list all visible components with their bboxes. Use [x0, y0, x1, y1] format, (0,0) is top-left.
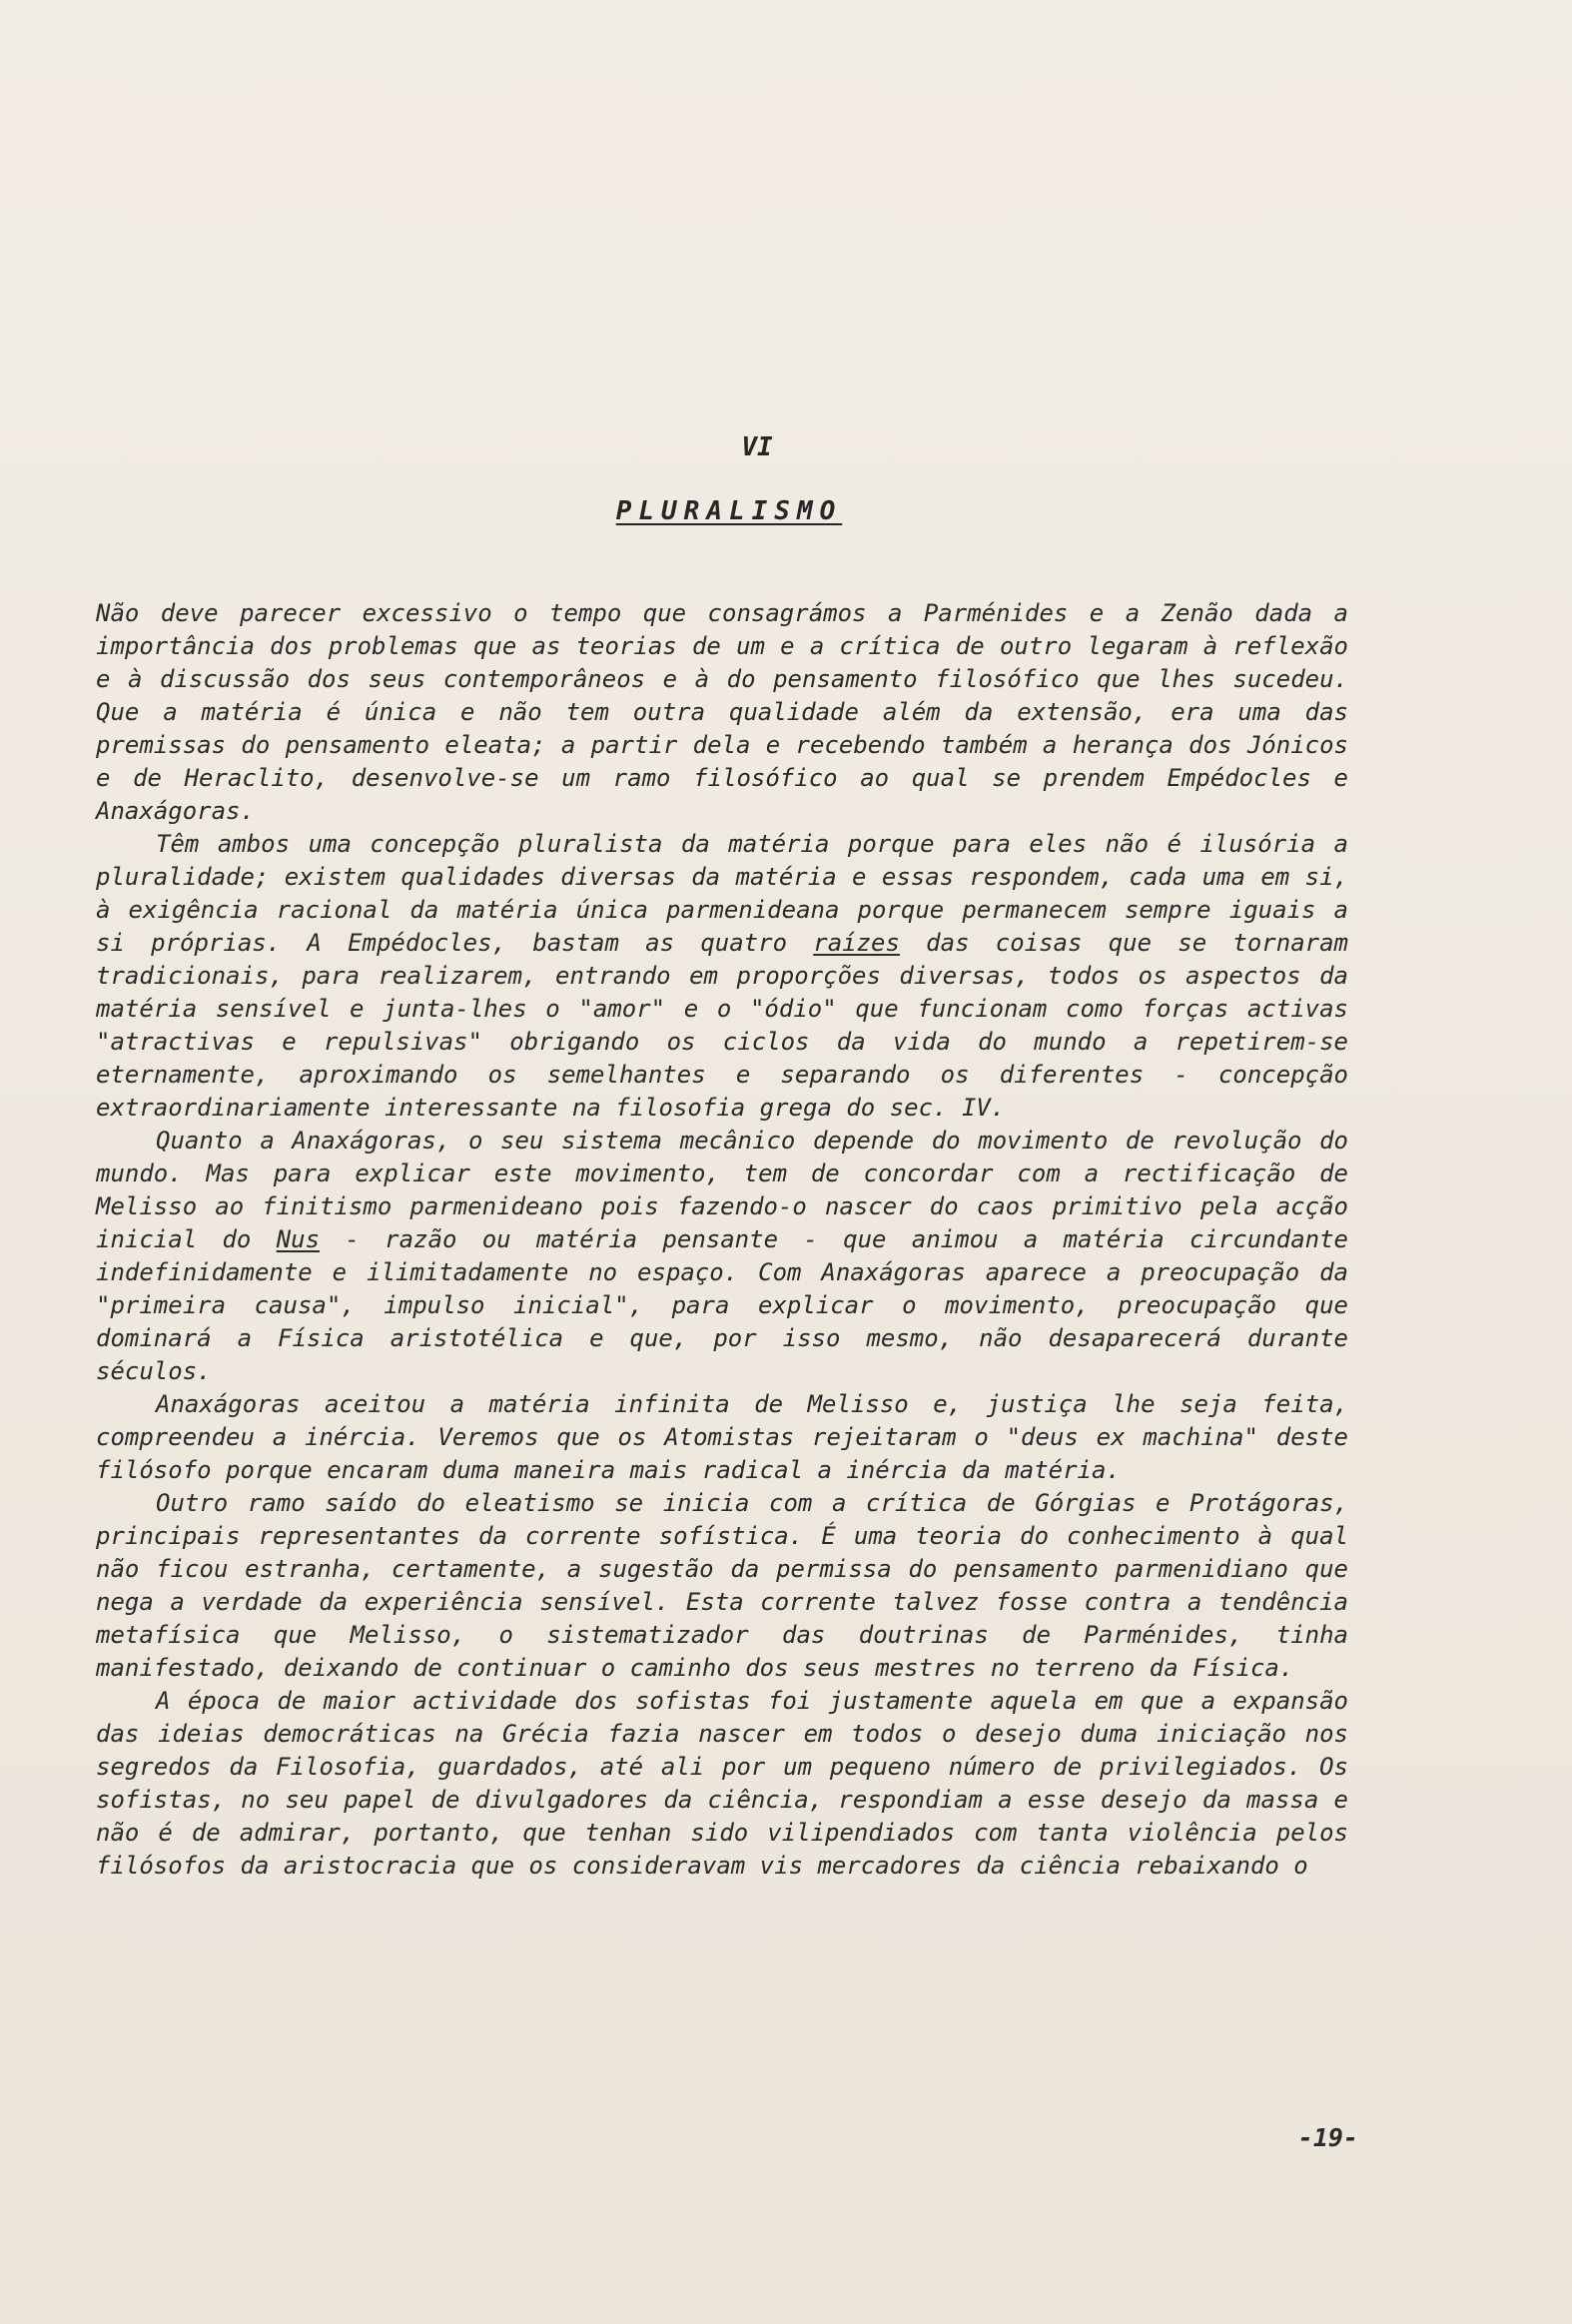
- paragraph-2: [96, 828, 1348, 1125]
- chapter-title: PLURALISMO: [615, 496, 843, 526]
- page-number: -19-: [1297, 2123, 1358, 2152]
- paragraph-3: [96, 1125, 1348, 1388]
- paragraph-2-text-a: Têm ambos uma concepção pluralista da matéria porque para eles não é ilusória a pluralidade; existem qualidades diversas da matéria e essas respondem, cada uma em si, à exigência racional da matéria única parmenideana porque permanecem sempre iguais a si próprias. A Empédocles, bastam as quatro: [96, 830, 1348, 957]
- body-text: [96, 597, 1348, 1883]
- underlined-term-raizes: raízes: [813, 929, 900, 957]
- paragraph-5: Outro ramo saído do eleatismo se inicia com a crítica de Górgias e Protágoras, principais representantes da corrente sofística. É uma teoria do conhecimento à qual não ficou estranha, certamente, a sugestão da permissa do pensamento parmenidiano que nega a verdade da experiência sensível. Esta corrente talvez fosse contra a tendência metafísica que Melisso, o sistematizador das doutrinas de Parménides, tinha manifestado, deixando de continuar o caminho dos seus mestres no terreno da Física.: [96, 1489, 1348, 1682]
- underlined-term-nus: Nus: [276, 1225, 321, 1253]
- paragraph-6: A época de maior actividade dos sofistas foi justamente aquela em que a expansão das ideias democráticas na Grécia fazia nascer em todos o desejo duma iniciação nos segredos da Filosofia, guardados, até ali por um pequeno número de privilegiados. Os sofistas, no seu papel de divulgadores da ciência, respondiam a esse desejo da massa e não é de admirar, portanto, que tenhan sido vilipendiados com tanta violência pelos filósofos da aristocracia que os consideravam vis mercadores da ciência rebaixando o: [96, 1687, 1348, 1880]
- paragraph-4: Anaxágoras aceitou a matéria infinita de Melisso e, justiça lhe seja feita, compreendeu a inércia. Veremos que os Atomistas rejeitaram o "deus ex machina" deste filósofo porque encaram duma maneira mais radical a inércia da matéria.: [96, 1390, 1348, 1484]
- paragraph-3-text-a: Quanto a Anaxágoras, o seu sistema mecânico depende do movimento de revolução do mundo. Mas para explicar este movimento, tem de concordar com a rectificação de Melisso ao finitismo parmenideano pois fazendo-o nascer do caos primitivo pela acção inicial do: [96, 1127, 1348, 1253]
- chapter-number: VI: [741, 432, 773, 462]
- paragraph-3-text-b: - razão ou matéria pensante - que animou a matéria circundante indefinidamente e ilimitadamente no espaço. Com Anaxágoras aparece a preocupação da "primeira causa", impulso inicial", para explicar o movimento, preocupação que dominará a Física aristotélica e que, por isso mesmo, não desaparecerá durante séculos.: [96, 1225, 1348, 1385]
- paragraph-1: Não deve parecer excessivo o tempo que consagrámos a Parménides e a Zenão dada a importância dos problemas que as teorias de um e a crítica de outro legaram à reflexão e à discussão dos seus contemporâneos e à do pensamento filosófico que lhes sucedeu. Que a matéria é única e não tem outra qualidade além da extensão, era uma das premissas do pensamento eleata; a partir dela e recebendo também a herança dos Jónicos e de Heraclito, desenvolve-se um ramo filosófico ao qual se prendem Empédocles e Anaxágoras.: [96, 599, 1348, 825]
- paragraph-2-text-b: das coisas que se tornaram tradicionais, para realizarem, entrando em proporções diversas, todos os aspectos da matéria sensível e junta-lhes o "amor" e o "ódio" que funcionam como forças activas "atractivas e repulsivas" obrigando os ciclos da vida do mundo a repetirem-se eternamente, aproximando os semelhantes e separando os diferentes - concepção extraordinariamente interessante na filosofia grega do sec. IV.: [96, 929, 1348, 1122]
